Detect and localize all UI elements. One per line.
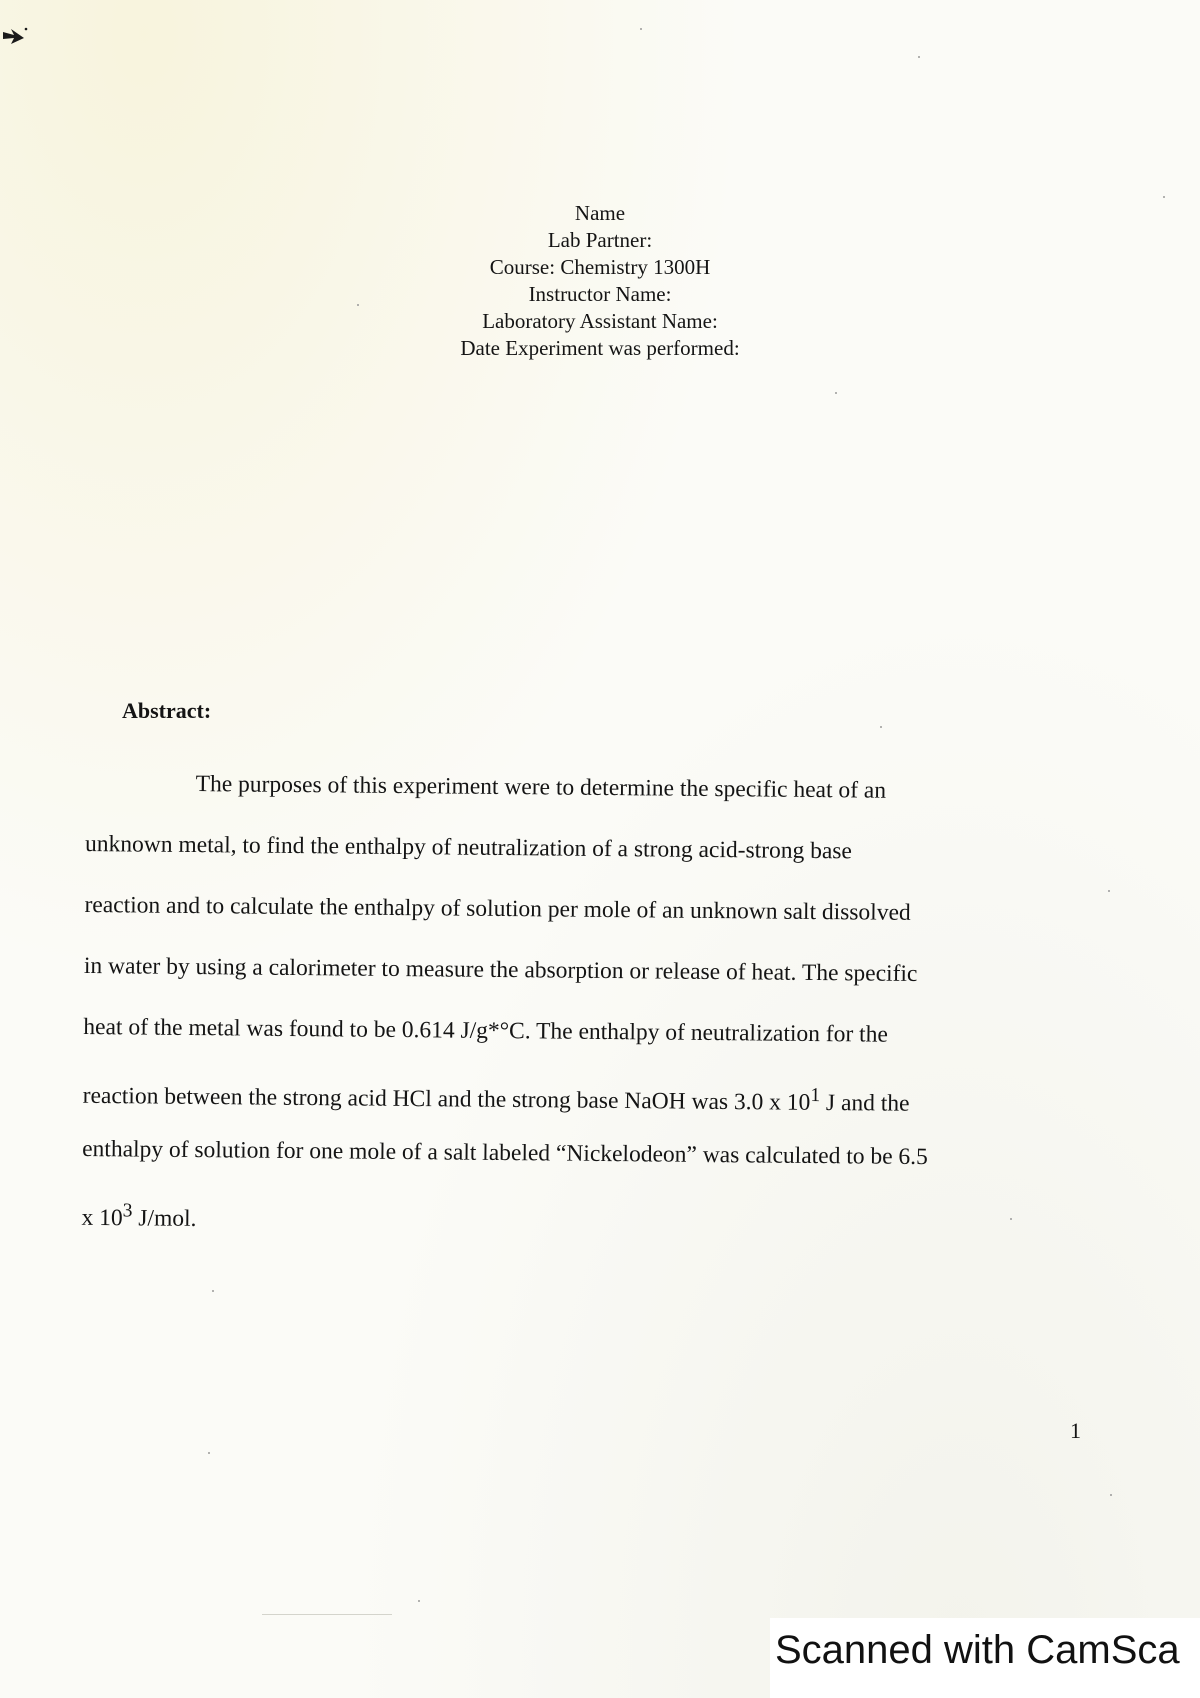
scanner-watermark: Scanned with CamSca	[775, 1628, 1180, 1672]
header-lab-assistant: Laboratory Assistant Name:	[482, 309, 718, 333]
abstract-line: unknown metal, to find the enthalpy of neutralization of a strong acid-strong base	[85, 830, 853, 865]
header-instructor: Instructor Name:	[528, 282, 672, 306]
abstract-line-text: reaction between the strong acid HCl and the strong base NaOH was 3.0 x 10	[82, 1082, 811, 1116]
exponent: 3	[122, 1200, 133, 1222]
scan-artifact-line	[262, 1614, 392, 1615]
abstract-line: enthalpy of solution for one mole of a salt labeled “Nickelodeon” was calculated to be 6.5	[82, 1135, 929, 1171]
abstract-line: reaction and to calculate the enthalpy of solution per mole of an unknown salt dissolved	[84, 891, 911, 926]
abstract-line	[82, 1058, 1083, 1129]
scan-speck	[835, 392, 837, 394]
abstract-line	[81, 1180, 1082, 1251]
abstract-line: heat of the metal was found to be 0.614 J/g*°C. The enthalpy of neutralization for the	[83, 1013, 888, 1048]
abstract-line: in water by using a calorimeter to measure the absorption or release of heat. The specific	[83, 952, 918, 987]
header-course: Course: Chemistry 1300H	[489, 255, 711, 279]
corner-arrow-icon	[2, 26, 28, 46]
header-date: Date Experiment was performed:	[460, 336, 740, 360]
scan-speck	[1110, 1494, 1112, 1496]
scan-speck	[357, 304, 359, 306]
scan-speck	[880, 726, 882, 728]
scan-speck	[212, 1290, 214, 1292]
header-lab-partner: Lab Partner:	[547, 228, 653, 252]
scan-speck	[1163, 196, 1165, 198]
scan-speck	[1108, 890, 1110, 892]
abstract-heading: Abstract:	[122, 698, 212, 723]
scan-speck	[1010, 1218, 1012, 1220]
scan-speck	[208, 1452, 210, 1454]
abstract-body	[81, 753, 1086, 1251]
exponent: 1	[810, 1084, 821, 1107]
abstract-line-text: x 10	[81, 1204, 123, 1232]
page-number: 1	[1070, 1418, 1081, 1443]
header-name: Name	[574, 201, 626, 225]
scan-speck	[640, 28, 642, 30]
abstract-line-text: J/mol.	[132, 1205, 197, 1232]
scan-speck	[418, 1600, 420, 1602]
header-block	[300, 200, 900, 362]
scan-speck	[918, 56, 920, 58]
abstract-line-text: J and the	[820, 1089, 910, 1117]
abstract-line: The purposes of this experiment were to determine the specific heat of an	[195, 771, 887, 804]
